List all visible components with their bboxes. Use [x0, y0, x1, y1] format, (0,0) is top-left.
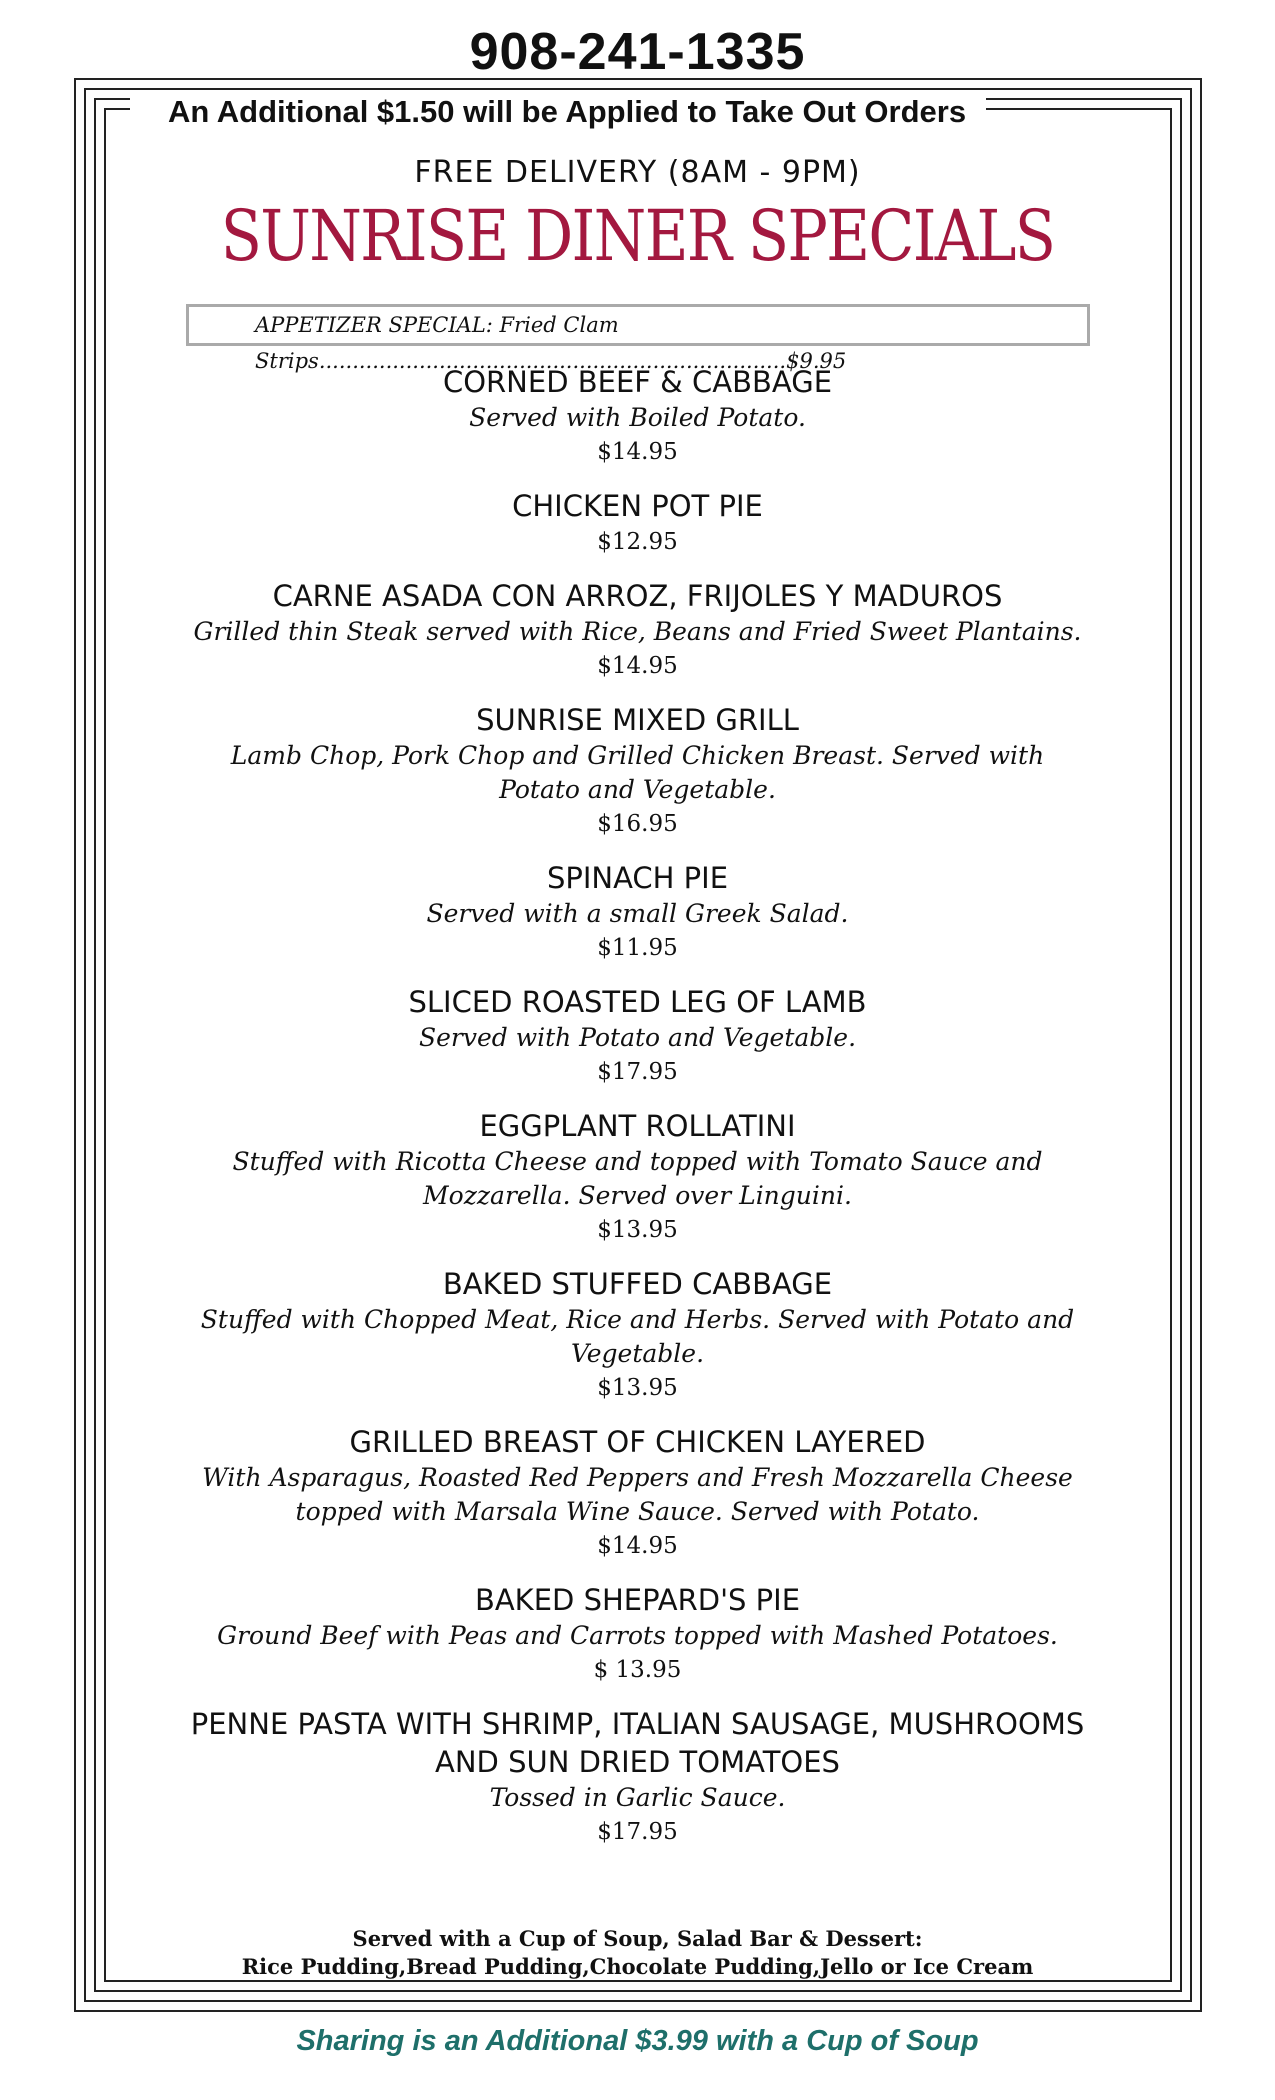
item-description: Stuffed with Chopped Meat, Rice and Herbs. Served with Potato and Vegetable.	[200, 1305, 1075, 1368]
item-description: Tossed in Garlic Sauce.	[489, 1783, 786, 1812]
menu-item	[190, 363, 1085, 469]
specials-list	[190, 363, 1085, 1867]
item-name: SUNRISE MIXED GRILL	[476, 703, 799, 737]
page-title: SUNRISE DINER SPECIALS	[220, 195, 1055, 277]
item-name: CHICKEN POT PIE	[512, 489, 763, 523]
item-name: SLICED ROASTED LEG OF LAMB	[408, 985, 867, 1019]
item-name: CARNE ASADA CON ARROZ, FRIJOLES Y MADUROS	[272, 579, 1003, 613]
menu-item	[190, 859, 1085, 965]
appetizer-label: APPETIZER SPECIAL: Fried Clam Strips	[255, 313, 619, 373]
menu-item	[190, 1265, 1085, 1405]
sharing-note: Sharing is an Additional $3.99 with a Cup of Soup	[296, 2025, 979, 2057]
menu-item	[190, 1705, 1085, 1849]
item-price: $14.95	[597, 1533, 678, 1559]
menu-item	[190, 1107, 1085, 1247]
item-name: BAKED SHEPARD'S PIE	[474, 1583, 801, 1617]
item-description: Served with Boiled Potato.	[469, 403, 806, 432]
served-with-note	[0, 1925, 1275, 1981]
appetizer-price: $9.95	[786, 349, 847, 373]
menu-item	[190, 701, 1085, 841]
item-description: Stuffed with Ricotta Cheese and topped with Tomato Sauce and Mozzarella. Served over Linguini.	[232, 1147, 1043, 1210]
item-price: $14.95	[597, 653, 678, 679]
item-price: $12.95	[597, 529, 678, 555]
item-description: Grilled thin Steak served with Rice, Beans and Fried Sweet Plantains.	[193, 617, 1082, 646]
menu-item	[190, 1423, 1085, 1563]
item-description: With Asparagus, Roasted Red Peppers and Fresh Mozzarella Cheese topped with Marsala Wine Sauce. Served with Potato.	[202, 1463, 1073, 1526]
item-description: Served with Potato and Vegetable.	[418, 1023, 857, 1052]
item-price: $ 13.95	[593, 1657, 682, 1683]
item-description: Served with a small Greek Salad.	[426, 899, 849, 928]
appetizer-special-box	[186, 304, 1090, 373]
item-name: CORNED BEEF & CABBAGE	[442, 365, 833, 399]
item-price: $14.95	[597, 439, 678, 465]
appetizer-leader: ......................................................................	[318, 349, 787, 373]
phone-number: 908-241-1335	[469, 23, 806, 81]
item-price: $11.95	[597, 935, 678, 961]
menu-item	[190, 983, 1085, 1089]
served-with-line-1: Served with a Cup of Soup, Salad Bar & Dessert:	[352, 1926, 923, 1951]
item-price: $17.95	[597, 1819, 678, 1845]
item-price: $17.95	[597, 1059, 678, 1085]
item-name: EGGPLANT ROLLATINI	[479, 1109, 796, 1143]
menu-item	[190, 577, 1085, 683]
item-price: $16.95	[597, 811, 678, 837]
takeout-note: An Additional $1.50 will be Applied to Take Out Orders	[130, 92, 986, 132]
menu-item	[190, 487, 1085, 559]
item-price: $13.95	[597, 1217, 678, 1243]
item-name: GRILLED BREAST OF CHICKEN LAYERED	[349, 1425, 926, 1459]
item-description: Ground Beef with Peas and Carrots topped with Mashed Potatoes.	[217, 1621, 1058, 1650]
item-name: BAKED STUFFED CABBAGE	[442, 1267, 833, 1301]
menu-item	[190, 1581, 1085, 1687]
item-price: $13.95	[597, 1375, 678, 1401]
item-description: Lamb Chop, Pork Chop and Grilled Chicken Breast. Served with Potato and Vegetable.	[230, 741, 1045, 804]
served-with-line-2: Rice Pudding,Bread Pudding,Chocolate Pudding,Jello or Ice Cream	[241, 1954, 1034, 1979]
delivery-note: FREE DELIVERY (8AM - 9PM)	[414, 155, 861, 190]
item-name: SPINACH PIE	[546, 861, 729, 895]
item-name: PENNE PASTA WITH SHRIMP, ITALIAN SAUSAGE, MUSHROOMS AND SUN DRIED TOMATOES	[190, 1707, 1085, 1779]
